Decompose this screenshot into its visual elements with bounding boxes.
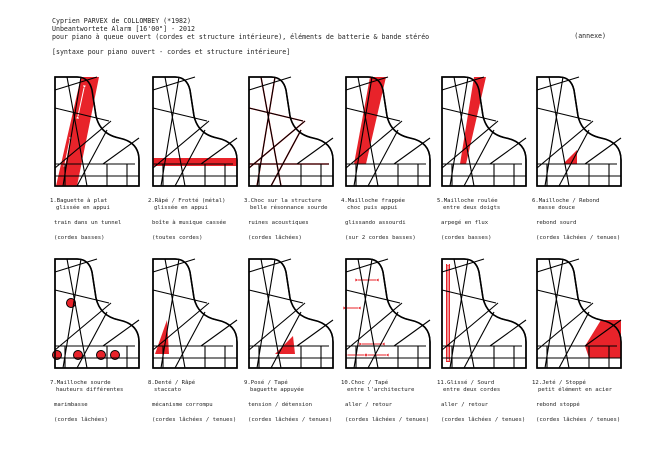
caption-title: 12.Jeté / Stoppé [532, 380, 586, 386]
caption-desc: tension / détension [248, 402, 312, 408]
piano-diagram-9 [241, 258, 337, 370]
caption-line2: glissée en appui [154, 205, 208, 211]
piano-diagram-2 [145, 76, 241, 188]
piano-outline [537, 77, 621, 186]
piano-diagram-3 [241, 76, 337, 188]
piano-outline [442, 259, 526, 368]
caption-title: 9.Posé / Tapé [244, 380, 288, 386]
caption-line2: masse douce [538, 205, 576, 211]
piano-outline [346, 77, 430, 186]
caption-note: (cordes lâchées / tenues) [441, 417, 526, 423]
piano-diagram-5 [434, 76, 530, 188]
caption-note: (sur 2 cordes basses) [345, 235, 416, 241]
caption-title: 10.Choc / Tapé [341, 380, 389, 386]
work-title-line: Unbeantwortete Alarm [16'00"] - 2012 [52, 25, 195, 33]
piano-outline [346, 259, 430, 368]
caption-desc: glissando assourdi [345, 220, 406, 226]
piano-diagram-11 [434, 258, 530, 370]
caption-desc: marimbasse [54, 402, 88, 408]
piano-diagram-12 [529, 258, 625, 370]
caption-line2: glissée en appui [56, 205, 110, 211]
caption-desc: rebond sourd [536, 220, 577, 226]
caption-line2: belle résonnance sourde [250, 205, 328, 211]
annexe-label: (annexe) [574, 32, 606, 40]
caption-line2: staccato [154, 387, 181, 393]
caption-desc: aller / retour [345, 402, 393, 408]
caption-title: 11.Glissé / Sourd [437, 380, 495, 386]
piano-diagram-4 [338, 76, 434, 188]
piano-outline [153, 77, 237, 186]
caption-note: (cordes lâchées / tenues) [152, 417, 237, 423]
caption-note: (cordes lâchées / tenues) [536, 235, 621, 241]
caption-title: 4.Mailloche frappée [341, 198, 405, 204]
caption-note: (cordes lâchées / tenues) [345, 417, 430, 423]
caption-desc: rebond stoppé [536, 402, 580, 408]
piano-diagram-10 [338, 258, 434, 370]
caption-note: (cordes basses) [441, 235, 492, 241]
caption-note: (cordes basses) [54, 235, 105, 241]
caption-note: (cordes lâchées / tenues) [536, 417, 621, 423]
caption-line2: petit élément en acier [538, 387, 613, 393]
caption-title: 1.Baguette à plat [50, 198, 108, 204]
syntax-subtitle: [syntaxe pour piano ouvert - cordes et structure intérieure] [52, 48, 291, 56]
caption-title: 5.Mailloche roulée [437, 198, 498, 204]
piano-diagram-8 [145, 258, 241, 370]
piano-outline [442, 77, 526, 186]
caption-desc: boîte à musique cassée [152, 220, 227, 226]
caption-line2: hauteurs différentes [56, 387, 124, 393]
piano-diagram-6 [529, 76, 625, 188]
caption-line2: entre deux doigts [443, 205, 501, 211]
caption-desc: train dans un tunnel [54, 220, 122, 226]
caption-desc: arpegé en flux [441, 220, 489, 226]
caption-note: (toutes cordes) [152, 235, 203, 241]
caption-note: (cordes lâchées / tenues) [248, 417, 333, 423]
piano-diagram-1 [47, 76, 143, 188]
piano-diagram-7 [47, 258, 143, 370]
piano-outline [55, 259, 139, 368]
caption-desc: mécanisme corrompu [152, 402, 213, 408]
caption-desc: ruines acoustiques [248, 220, 309, 226]
caption-desc: aller / retour [441, 402, 489, 408]
composer-line: Cyprien PARVEX de COLLOMBEY (*1982) [52, 17, 191, 25]
caption-title: 2.Râpé / Frotté (métal) [148, 198, 226, 204]
caption-line2: baguette appuyée [250, 387, 304, 393]
marker-group [446, 263, 450, 362]
caption-line2: entre deux cordes [443, 387, 501, 393]
caption-title: 6.Mailloche / Rebond [532, 198, 600, 204]
caption-title: 3.Choc sur la structure [244, 198, 322, 204]
caption-note: (cordes lâchées) [54, 417, 108, 423]
caption-title: 8.Denté / Râpé [148, 380, 196, 386]
caption-title: 7.Mailloche sourde [50, 380, 111, 386]
caption-note: (cordes lâchées) [248, 235, 302, 241]
instrumentation-line: pour piano à queue ouvert (cordes et structure intérieure), éléments de batterie & bande stéréo [52, 33, 430, 41]
caption-line2: choc puis appui [347, 205, 398, 211]
piano-outline [249, 77, 333, 186]
caption-line2: entre l'architecture [347, 387, 415, 393]
